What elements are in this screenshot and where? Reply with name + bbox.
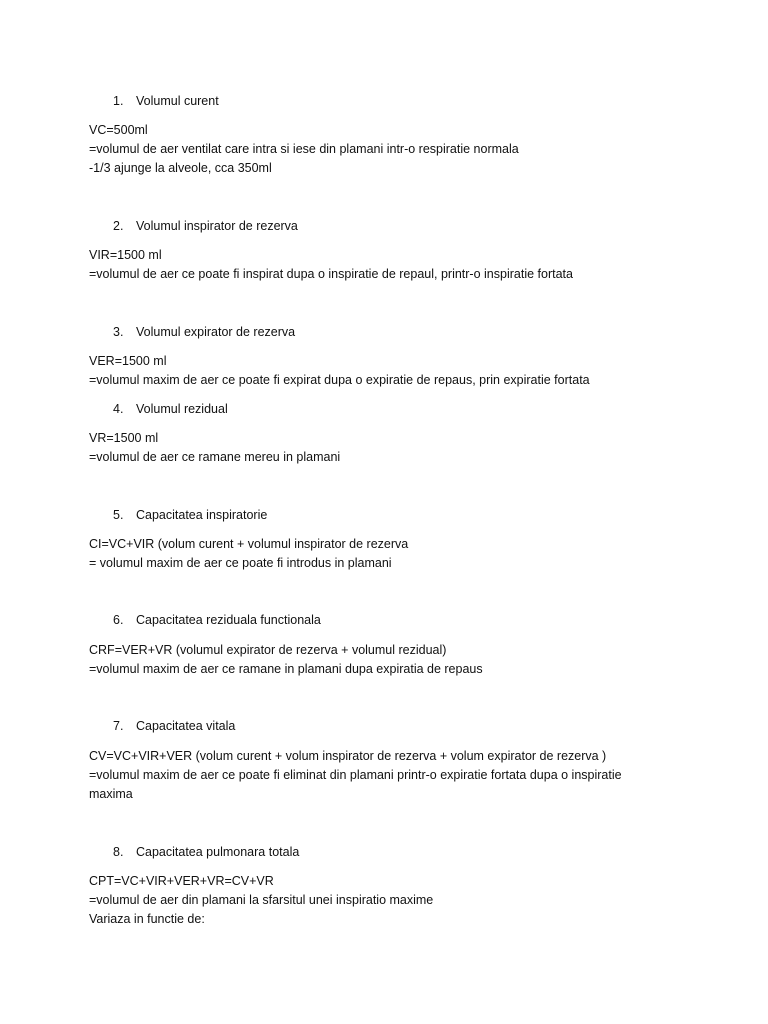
section-5-line-1: CI=VC+VIR (volum curent + volumul inspirator de rezerva [89, 537, 409, 551]
section-2-line-1: VIR=1500 ml [89, 248, 162, 262]
section-5-number: 5. [113, 508, 124, 522]
section-8-line-1: CPT=VC+VIR+VER+VR=CV+VR [89, 874, 274, 888]
section-7-line-2: =volumul maxim de aer ce poate fi eliminat din plamani printr-o expiratie fortata dupa o inspiratie [89, 768, 622, 782]
section-7-number: 7. [113, 719, 124, 733]
section-1-title: Volumul curent [136, 94, 219, 108]
section-7-title: Capacitatea vitala [136, 719, 236, 733]
section-1-line-2: =volumul de aer ventilat care intra si iese din plamani intr-o respiratie normala [89, 142, 519, 156]
section-8-heading [113, 845, 299, 859]
section-6-title: Capacitatea reziduala functionala [136, 613, 321, 627]
section-2-number: 2. [113, 219, 124, 233]
section-4-heading [113, 402, 228, 416]
section-4-line-1: VR=1500 ml [89, 431, 159, 445]
section-5-title: Capacitatea inspiratorie [136, 508, 268, 522]
section-5-heading [113, 508, 267, 522]
section-3-line-1: VER=1500 ml [89, 354, 167, 368]
section-6-heading [113, 613, 321, 627]
section-1-number: 1. [113, 94, 124, 108]
section-7-line-1: CV=VC+VIR+VER (volum curent + volum inspirator de rezerva + volum expirator de rezerva ) [89, 749, 607, 763]
section-4-number: 4. [113, 402, 124, 416]
section-2-title: Volumul inspirator de rezerva [136, 219, 298, 233]
section-3-line-2: =volumul maxim de aer ce poate fi expirat dupa o expiratie de repaus, prin expiratie fortata [89, 373, 590, 387]
section-6-line-1: CRF=VER+VR (volumul expirator de rezerva + volumul rezidual) [89, 643, 447, 657]
section-4-title: Volumul rezidual [136, 402, 228, 416]
section-2-line-2: =volumul de aer ce poate fi inspirat dupa o inspiratie de repaul, printr-o inspiratie fortata [89, 267, 573, 281]
section-3-heading [113, 325, 295, 339]
section-8-title: Capacitatea pulmonara totala [136, 845, 300, 859]
section-1-line-3: -1/3 ajunge la alveole, cca 350ml [89, 161, 272, 175]
section-7-heading [113, 719, 235, 733]
section-3-number: 3. [113, 325, 124, 339]
section-7-line-3: maxima [89, 787, 133, 801]
section-8-line-3: Variaza in functie de: [89, 912, 205, 926]
section-6-line-2: =volumul maxim de aer ce ramane in plamani dupa expiratia de repaus [89, 662, 483, 676]
section-8-line-2: =volumul de aer din plamani la sfarsitul unei inspiratio maxime [89, 893, 434, 907]
section-4-line-2: =volumul de aer ce ramane mereu in plamani [89, 450, 341, 464]
section-3-title: Volumul expirator de rezerva [136, 325, 296, 339]
section-8-number: 8. [113, 845, 124, 859]
section-2-heading [113, 219, 298, 233]
section-6-number: 6. [113, 613, 124, 627]
section-1-heading [113, 94, 219, 108]
section-5-line-2: = volumul maxim de aer ce poate fi introdus in plamani [89, 556, 392, 570]
section-1-line-1: VC=500ml [89, 123, 148, 137]
